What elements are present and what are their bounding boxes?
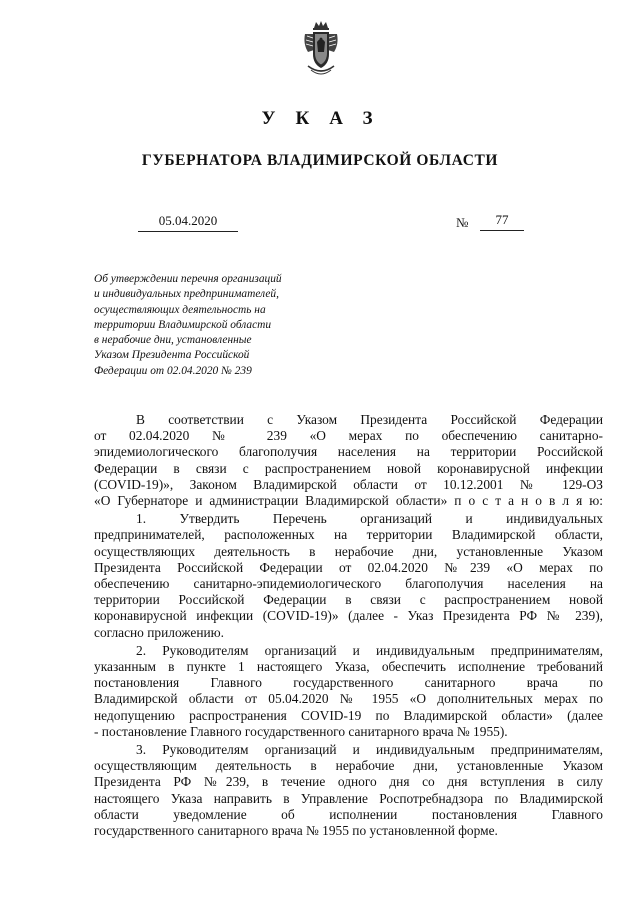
body-line: обеспечению санитарно-эпидемиологического благополучия населения на — [94, 576, 603, 592]
subject-line: Об утверждении перечня организаций — [94, 273, 282, 285]
body-line: от 02.04.2020 № 239 «О мерах по обеспечению санитарно- — [94, 428, 603, 444]
subject-line: Федерации от 02.04.2020 № 239 — [94, 364, 252, 377]
document-number: 77 — [480, 212, 524, 231]
body-line: «О Губернаторе и администрации Владимирской области» п о с т а н о в л я ю: — [94, 493, 603, 509]
document-date: 05.04.2020 — [138, 213, 238, 232]
body-line: 2. Руководителям организаций и индивидуальным предпринимателям, — [136, 642, 603, 658]
paragraph-item-2 — [94, 643, 603, 740]
body-line: осуществляющих деятельность в нерабочие дни, установленные Указом — [94, 543, 603, 559]
body-line: области уведомление об исполнении постановления Главного — [94, 806, 603, 822]
body-line: Федерации в связи с распространением новой коронавирусной инфекции — [94, 460, 603, 476]
subject-line: Указом Президента Российской — [94, 349, 250, 362]
paragraph-preamble — [94, 412, 603, 509]
document-subject — [94, 272, 324, 379]
paragraph-item-1 — [94, 511, 603, 641]
body-line: 1. Утвердить Перечень организаций и индивидуальных — [136, 511, 603, 527]
body-line: (COVID-19)», Законом Владимирской области от 10.12.2001 № 129-ОЗ — [94, 476, 603, 492]
document-body — [94, 410, 603, 839]
body-line: настоящего Указа направить в Управление Роспотребнадзора по Владимирской — [94, 790, 603, 806]
document-subtitle: ГУБЕРНАТОРА ВЛАДИМИРСКОЙ ОБЛАСТИ — [141, 152, 499, 169]
body-line: В соответствии с Указом Президента Российской Федерации — [136, 412, 603, 427]
body-line: Президента РФ №239, в течение одного дня со дня вступления в силу — [94, 774, 603, 790]
subject-line: и индивидуальных предпринимателей, — [94, 288, 279, 301]
body-line: согласно приложению. — [94, 624, 225, 640]
body-line: предпринимателей, расположенных на территории Владимирской области, — [94, 527, 603, 543]
body-line: территории Российской Федерации в связи с распространением новой — [94, 592, 603, 608]
number-sign: № — [456, 215, 469, 230]
body-line: государственного санитарного врача № 1955 по установленной форме. — [94, 823, 498, 839]
subject-line: осуществляющих деятельность на — [94, 303, 266, 316]
body-line: - постановление Главного государственного санитарного врача № 1955). — [94, 723, 508, 739]
body-line: постановления Главного государственного санитарного врача по — [94, 675, 603, 691]
body-line: Владимирской области от 05.04.2020 № 1955 «О дополнительных мерах по — [94, 691, 603, 707]
body-line: эпидемиологического благополучия населения на территории Российской — [94, 444, 603, 460]
document-title: УКАЗ — [261, 108, 393, 129]
body-line: коронавирусной инфекции (COVID-19)» (далее - Указ Президента РФ № 239), — [94, 608, 603, 624]
body-line: указанным в пункте 1 настоящего Указа, обеспечить исполнение требований — [94, 659, 603, 675]
body-line: осуществляющим деятельность в нерабочие дни, установленные Указом — [94, 758, 603, 774]
paragraph-item-3 — [94, 742, 603, 839]
subject-line: территории Владимирской области — [94, 318, 272, 331]
subject-line: в нерабочие дни, установленные — [94, 334, 252, 347]
body-line: недопущению распространения COVID-19 по Владимирской области» (далее — [94, 707, 603, 723]
coat-of-arms-icon — [302, 20, 340, 76]
body-line: 3. Руководителям организаций и индивидуальным предпринимателям, — [136, 742, 603, 758]
body-line: Президента Российской Федерации от 02.04.2020 №239 «О мерах по — [94, 559, 603, 575]
